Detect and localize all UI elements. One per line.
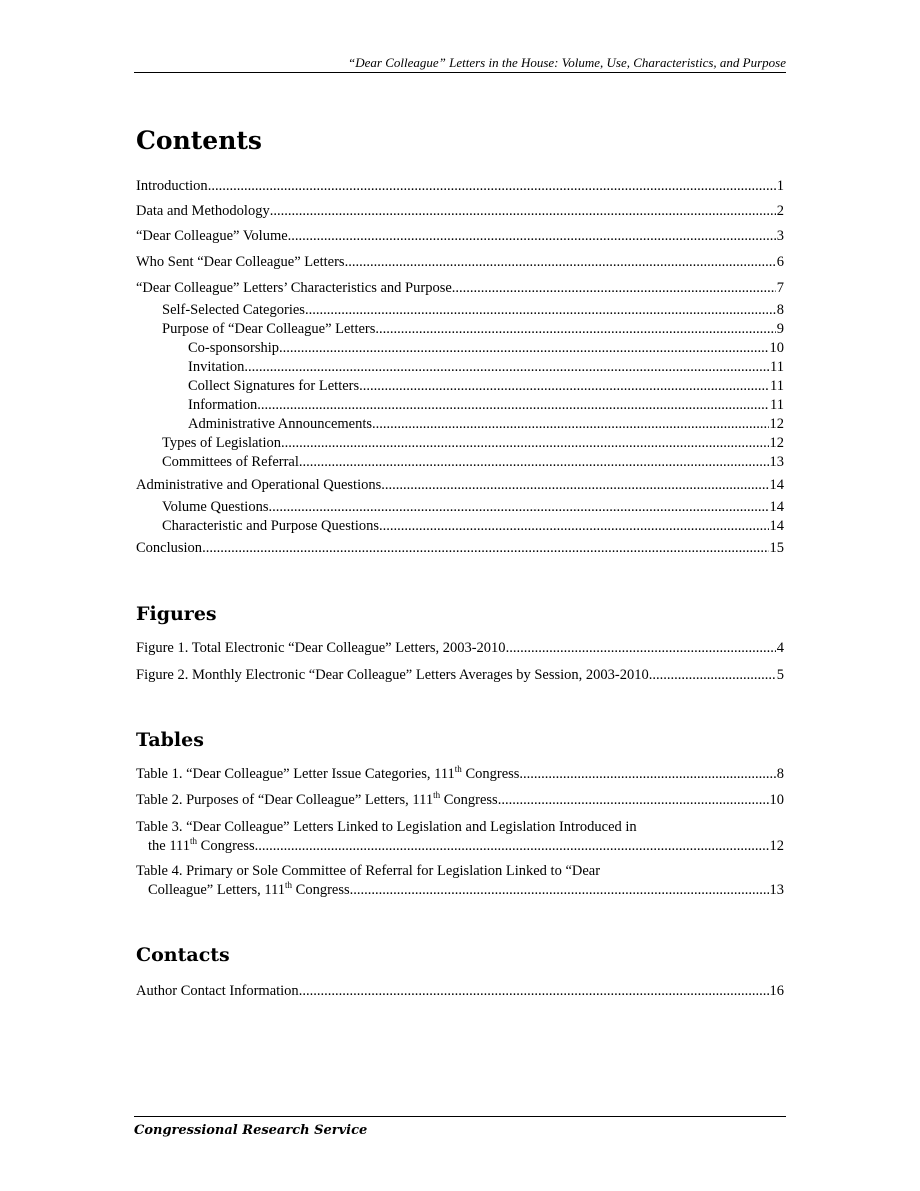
toc-entry-admin-operational[interactable]: Administrative and Operational Questions ..... 14	[136, 477, 784, 494]
toc-entry-purpose[interactable]: Purpose of “Dear Colleague” Letters ..... 9	[162, 321, 784, 338]
table-entry-4[interactable]: Table 4. Primary or Sole Committee of Referral for Legislation Linked to “Dear Colleague” Letters, 111th Congress ..... 13	[136, 863, 784, 899]
toc-entry-invitation[interactable]: Invitation ..... 11	[188, 359, 784, 376]
tables-heading: Tables	[136, 729, 204, 751]
toc-entry-characteristics[interactable]: “Dear Colleague” Letters’ Characteristics and Purpose ..... 7	[136, 280, 784, 297]
toc-entry-introduction[interactable]: Introduction ..... 1	[136, 178, 784, 195]
toc-entry-cosponsorship[interactable]: Co-sponsorship ..... 10	[188, 340, 784, 357]
toc-entry-volume-questions[interactable]: Volume Questions ..... 14	[162, 499, 784, 516]
page-footer: Congressional Research Service	[134, 1116, 786, 1138]
toc-entry-types-legislation[interactable]: Types of Legislation ..... 12	[162, 435, 784, 452]
contacts-heading: Contacts	[136, 944, 230, 966]
toc-entry-characteristic-questions[interactable]: Characteristic and Purpose Questions ..... 14	[162, 518, 784, 535]
toc-entry-collect-signatures[interactable]: Collect Signatures for Letters ..... 11	[188, 378, 784, 395]
toc-entry-committees-referral[interactable]: Committees of Referral ..... 13	[162, 454, 784, 471]
contents-heading: Contents	[136, 126, 263, 155]
running-header: “Dear Colleague” Letters in the House: Volume, Use, Characteristics, and Purpose	[134, 56, 786, 73]
toc-entry-conclusion[interactable]: Conclusion ..... 15	[136, 540, 784, 557]
toc-entry-data-methodology[interactable]: Data and Methodology ..... 2	[136, 203, 784, 220]
toc-entry-administrative-announcements[interactable]: Administrative Announcements ..... 12	[188, 416, 784, 433]
toc-entry-information[interactable]: Information ..... 11	[188, 397, 784, 414]
figure-entry-2[interactable]: Figure 2. Monthly Electronic “Dear Colleague” Letters Averages by Session, 2003-2010 ..... 5	[136, 667, 784, 684]
figures-heading: Figures	[136, 603, 217, 625]
table-entry-1[interactable]: Table 1. “Dear Colleague” Letter Issue Categories, 111th Congress ..... 8	[136, 766, 784, 783]
toc-entry-who-sent[interactable]: Who Sent “Dear Colleague” Letters ..... 6	[136, 254, 784, 271]
contact-entry-author[interactable]: Author Contact Information ..... 16	[136, 983, 784, 1000]
figure-entry-1[interactable]: Figure 1. Total Electronic “Dear Colleague” Letters, 2003-2010 ..... 4	[136, 640, 784, 657]
table-entry-3[interactable]: Table 3. “Dear Colleague” Letters Linked to Legislation and Legislation Introduced in the 111th Congress ..... 12	[136, 819, 784, 855]
toc-entry-volume[interactable]: “Dear Colleague” Volume ..... 3	[136, 228, 784, 245]
toc-entry-self-selected[interactable]: Self-Selected Categories ..... 8	[162, 302, 784, 319]
table-entry-2[interactable]: Table 2. Purposes of “Dear Colleague” Letters, 111th Congress ..... 10	[136, 792, 784, 809]
